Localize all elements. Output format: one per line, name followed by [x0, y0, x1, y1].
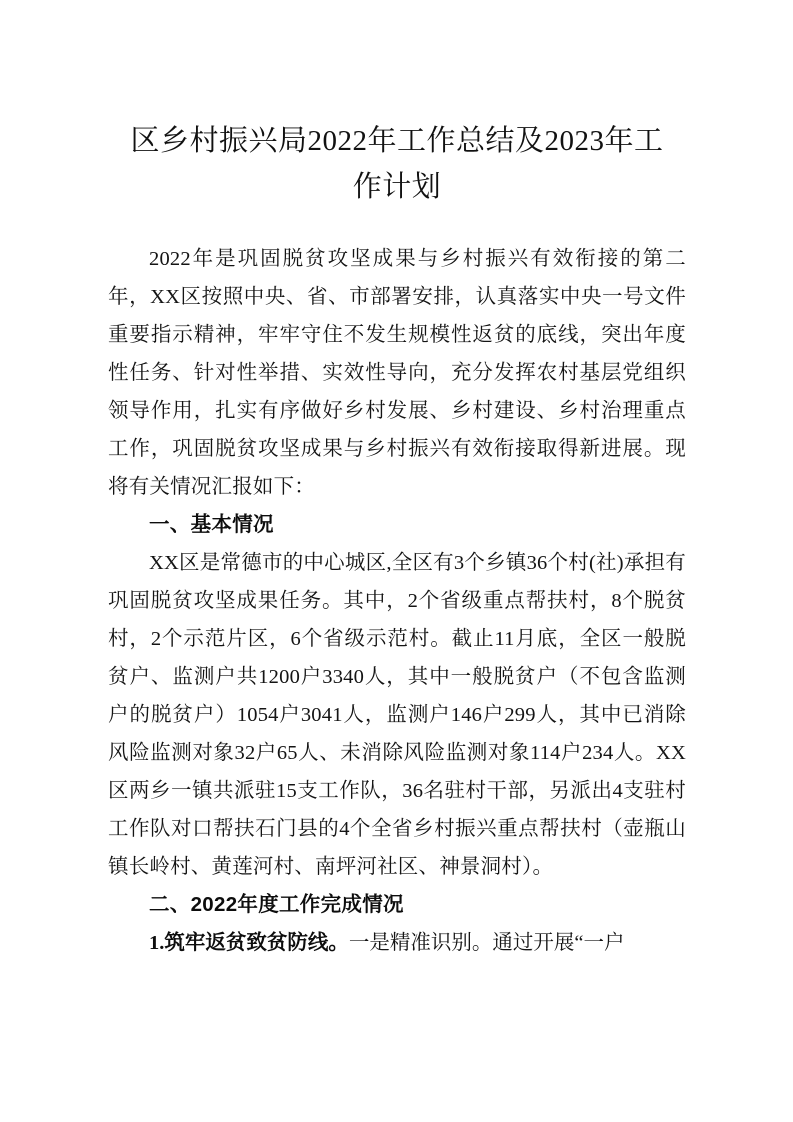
item-1-lead-label: 1.筑牢返贫致贫防线。: [149, 932, 349, 954]
paragraph-section-2-item-1: [108, 924, 686, 962]
paragraph-intro: 2022年是巩固脱贫攻坚成果与乡村振兴有效衔接的第二年，XX区按照中央、省、市部署安排，认真落实中央一号文件重要指示精神，牢牢守住不发生规模性返贫的底线，突出年度性任务、针对性举措、实效性导向，充分发挥农村基层党组织领导作用，扎实有序做好乡村发展、乡村建设、乡村治理重点工作，巩固脱贫攻坚成果与乡村振兴有效衔接取得新进展。现将有关情况汇报如下：: [108, 248, 686, 498]
document-title-line-1: 区乡村振兴局2022年工作总结及2023年工: [130, 125, 664, 157]
document-title-line-2: 作计划: [352, 171, 442, 203]
paragraph-section-1-body: XX区是常德市的中心城区,全区有3个乡镇36个村(社)承担有巩固脱贫攻坚成果任务。其中，2个省级重点帮扶村，8个脱贫村，2个示范片区，6个省级示范村。截止11月底，全区一般脱贫户、监测户共1200户3340人，其中一般脱贫户（不包含监测户的脱贫户）1054户3041人，监测户146户299人，其中已消除风险监测对象32户65人、未消除风险监测对象114户234人。XX区两乡一镇共派驻15支工作队，36名驻村干部，另派出4支驻村工作队对口帮扶石门县的4个全省乡村振兴重点帮扶村（壶瓶山镇长岭村、黄莲河村、南坪河社区、神景洞村）。: [108, 552, 686, 878]
document-title: [108, 118, 686, 210]
heading-section-1: 一、基本情况: [149, 513, 274, 536]
document-content: [108, 118, 686, 962]
item-1-body-text: 一是精准识别。通过开展“一户: [348, 932, 625, 954]
document-body: [108, 240, 686, 962]
heading-section-2: 二、2022年度工作完成情况: [149, 893, 404, 916]
